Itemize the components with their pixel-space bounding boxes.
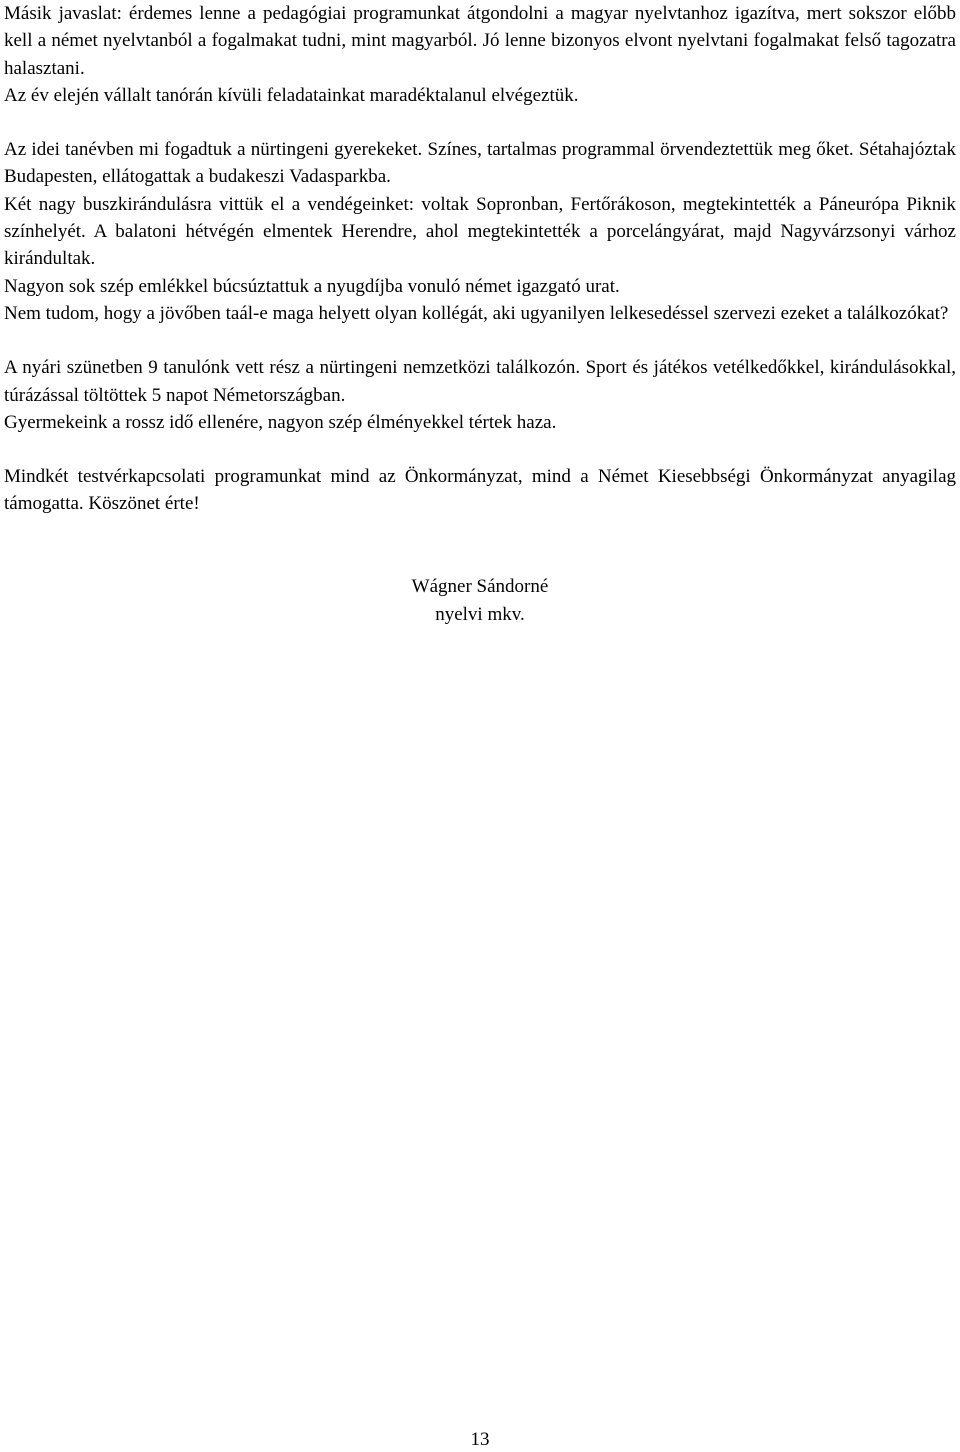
paragraph: A nyári szünetben 9 tanulónk vett rész a nürtingeni nemzetközi találkozón. Sport és játékos vetélkedőkkel, kirándulásokkal, túrázással töltöttek 5 napot Németországban. bbox=[4, 357, 956, 406]
document-body bbox=[4, 0, 956, 518]
paragraph: Nem tudom, hogy a jövőben taál-e maga helyett olyan kollégát, aki ugyanilyen lelkesedéssel szervezi ezeket a találkozókat? bbox=[4, 302, 949, 324]
paragraph: Az év elején vállalt tanórán kívüli feladatainkat maradéktalanul elvégeztük. bbox=[4, 84, 579, 106]
paragraph-gap bbox=[4, 109, 956, 136]
paragraph-gap bbox=[4, 436, 956, 463]
paragraph: Két nagy buszkirándulásra vittük el a vendégeinket: voltak Sopronban, Fertőrákoson, megtekintették a Páneurópa Piknik színhelyét. A balatoni hétvégén elmentek Herendre, ahol megtekintették a porcelángyárat, majd Nagyvárzsonyi várhoz kirándultak. bbox=[4, 193, 956, 270]
signature-name: Wágner Sándorné bbox=[411, 576, 549, 597]
paragraph: Gyermekeink a rossz idő ellenére, nagyon szép élményekkel tértek haza. bbox=[4, 411, 557, 433]
paragraph: Az idei tanévben mi fogadtuk a nürtingeni gyerekeket. Színes, tartalmas programmal örvendeztettük meg őket. Sétahajóztak Budapesten, ellátogattak a budakeszi Vadasparkba. bbox=[4, 139, 956, 188]
paragraph: Nagyon sok szép emlékkel búcsúztattuk a nyugdíjba vonuló német igazgató urat. bbox=[4, 275, 620, 297]
page-number: 13 bbox=[470, 1429, 490, 1450]
signature-block bbox=[300, 573, 660, 629]
signature-title: nyelvi mkv. bbox=[435, 604, 525, 625]
paragraph-gap bbox=[4, 327, 956, 354]
paragraph: Mindkét testvérkapcsolati programunkat mind az Önkormányzat, mind a Német Kiesebbségi Önkormányzat anyagilag támogatta. Köszönet érte! bbox=[4, 466, 956, 515]
paragraph: Másik javaslat: érdemes lenne a pedagógiai programunkat átgondolni a magyar nyelvtanhoz igazítva, mert sokszor előbb kell a német nyelvtanból a fogalmakat tudni, mint magyarból. Jó lenne bizonyos elvont nyelvtani fogalmakat felső tagozatra halasztani. bbox=[4, 3, 956, 79]
